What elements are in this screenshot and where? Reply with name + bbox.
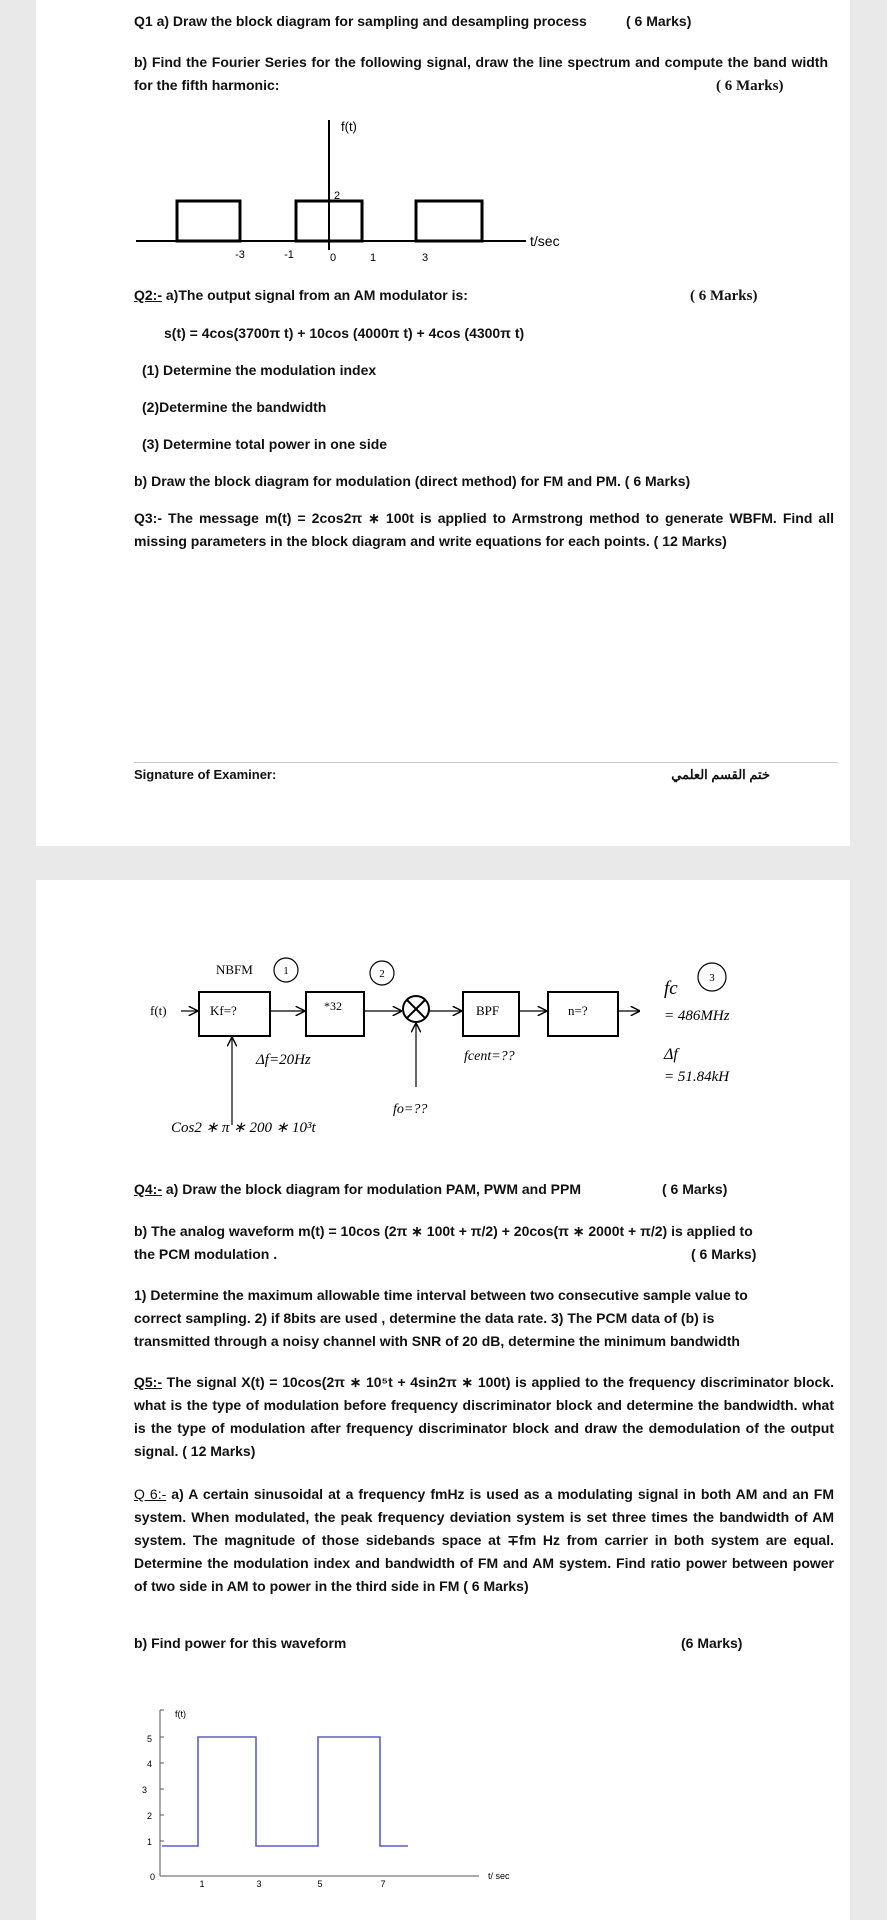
fig2-y-tick: 4 [147, 1759, 153, 1769]
q4b-marks: ( 6 Marks) [691, 1246, 757, 1262]
fig2-x-tick: 7 [380, 1879, 386, 1889]
pulse-waveform-figure [36, 880, 850, 1920]
q6-label: Q 6:- [134, 1486, 167, 1502]
q5-label: Q5:- [134, 1374, 162, 1390]
q6-body: a) A certain sinusoidal at a frequency fmHz is used as a modulating signal in both AM and an FM system. When modulated, the peak frequency deviation system is set three times the bandwidth of AM system. The magnitude of those sidebands space at ∓fm Hz from carrier in both system are equal. Determine the modulation index and bandwidth of FM and AM system. Find ratio power between power of two side in AM to power in the third side in FM ( 6 Marks) [134, 1486, 834, 1594]
fig1-tick: -1 [284, 249, 294, 261]
q1b-marks: ( 6 Marks) [716, 78, 784, 94]
nbfm-label: NBFM [216, 962, 253, 977]
fig2-y-tick: 2 [147, 1811, 153, 1821]
q5-body: The signal X(t) = 10cos(2π ∗ 10⁵t + 4sin2π ∗ 100t) is applied to the frequency discriminator block. what is the type of modulation before frequency discriminator block and determine the bandwidth. what is the type of modulation after frequency discriminator block and draw the demodulation of the output signal. ( 12 Marks) [134, 1374, 834, 1459]
q4-body: 1) Determine the maximum allowable time interval between two consecutive sample value to correct sampling. 2) if 8bits are used , determine the data rate. 3) The PCM data of (b) is transmitted through a noisy channel with SNR of 20 dB, determine the minimum bandwidth [134, 1287, 748, 1349]
delta-f-1-label: Δf=20Hz [256, 1052, 311, 1068]
fig2-x-tick: 3 [256, 1879, 262, 1889]
q2-item-1: (1) Determine the modulation index [142, 362, 377, 378]
point-1-label: 1 [283, 965, 289, 977]
q4a-text: a) Draw the block diagram for modulation PAM, PWM and PPM [162, 1181, 581, 1197]
q2-heading [134, 284, 468, 307]
fig2-y-tick: 1 [147, 1837, 153, 1847]
q1a-marks: ( 6 Marks) [626, 13, 692, 29]
fig2-y-label: f(t) [175, 1709, 186, 1719]
fo-label: fo=?? [393, 1102, 428, 1117]
point-2-label: 2 [379, 968, 385, 980]
q2a-text: a)The output signal from an AM modulator is: [162, 287, 468, 303]
fig1-tick: 0 [329, 252, 337, 264]
fig1-tick: -3 [235, 249, 245, 261]
pulse-waveform-line [162, 1737, 408, 1846]
fig1-tick: 1 [369, 252, 377, 264]
q2b-text: b) Draw the block diagram for modulation (direct method) for FM and PM. ( 6 Marks) [134, 473, 691, 489]
q6b-text: b) Find power for this waveform [134, 1635, 347, 1651]
delta-f-3-label: Δf [664, 1046, 678, 1063]
exam-page-1 [36, 0, 850, 846]
q2-label: Q2:- [134, 287, 162, 303]
fig2-y-tick: 5 [147, 1734, 153, 1744]
fig2-x-tick: 5 [317, 1879, 323, 1889]
fig1-height-label: 2 [334, 190, 341, 202]
q2-equation: s(t) = 4cos(3700π t) + 10cos (4000π t) + 4cos (4300π t) [164, 325, 525, 341]
fc-value: = 486MHz [664, 1008, 730, 1024]
fcent-label: fcent=?? [464, 1049, 515, 1064]
n-label: n=? [568, 1003, 588, 1018]
carrier-label: Cos2 ∗ π ∗ 200 ∗ 10³t [171, 1120, 316, 1136]
fig2-x-tick: 1 [199, 1879, 205, 1889]
fig2-y-tick: 3 [142, 1785, 148, 1795]
q3-text: Q3:- The message m(t) = 2cos2π ∗ 100t is applied to Armstrong method to generate WBFM. Find all missing parameters in the block diagram and write equations for each points. ( 12 Marks) [134, 510, 834, 549]
q1b-text: b) Find the Fourier Series for the following signal, draw the line spectrum and compute the band width for the fifth harmonic: [134, 54, 828, 93]
q6b-marks: (6 Marks) [681, 1635, 743, 1651]
pulse-train-figure [36, 0, 850, 280]
input-label: f(t) [150, 1003, 167, 1018]
fig2-x-label: t/ sec [488, 1871, 510, 1881]
department-stamp-label: ختم القسم العلمي [671, 767, 770, 782]
kf-label: Kf=? [210, 1003, 237, 1018]
multiplier-label: *32 [324, 999, 342, 1013]
q4b-text-2: the PCM modulation . [134, 1246, 278, 1262]
signature-label: Signature of Examiner: [134, 767, 277, 782]
fig1-y-label: f(t) [341, 119, 357, 134]
delta-f-3-value: = 51.84kH [664, 1069, 730, 1085]
point-3-label: 3 [709, 972, 715, 984]
fig1-x-label: t/sec [530, 233, 560, 249]
q4a-marks: ( 6 Marks) [662, 1181, 728, 1197]
q2-marks: ( 6 Marks) [690, 288, 758, 304]
bpf-label: BPF [476, 1003, 500, 1018]
q1a-text: Q1 a) Draw the block diagram for sampling and desampling process [134, 13, 587, 29]
fig1-tick: 3 [421, 252, 429, 264]
q2-item-2: (2)Determine the bandwidth [142, 399, 327, 415]
fc-label: fc [664, 978, 678, 999]
q4b-text: b) The analog waveform m(t) = 10cos (2π ∗ 100t + π/2) + 20cos(π ∗ 2000t + π/2) is applied to [134, 1223, 753, 1239]
q4-label: Q4:- [134, 1181, 162, 1197]
fig2-y-tick: 0 [150, 1872, 156, 1882]
exam-page-2 [36, 880, 850, 1920]
q2-item-3: (3) Determine total power in one side [142, 436, 388, 452]
